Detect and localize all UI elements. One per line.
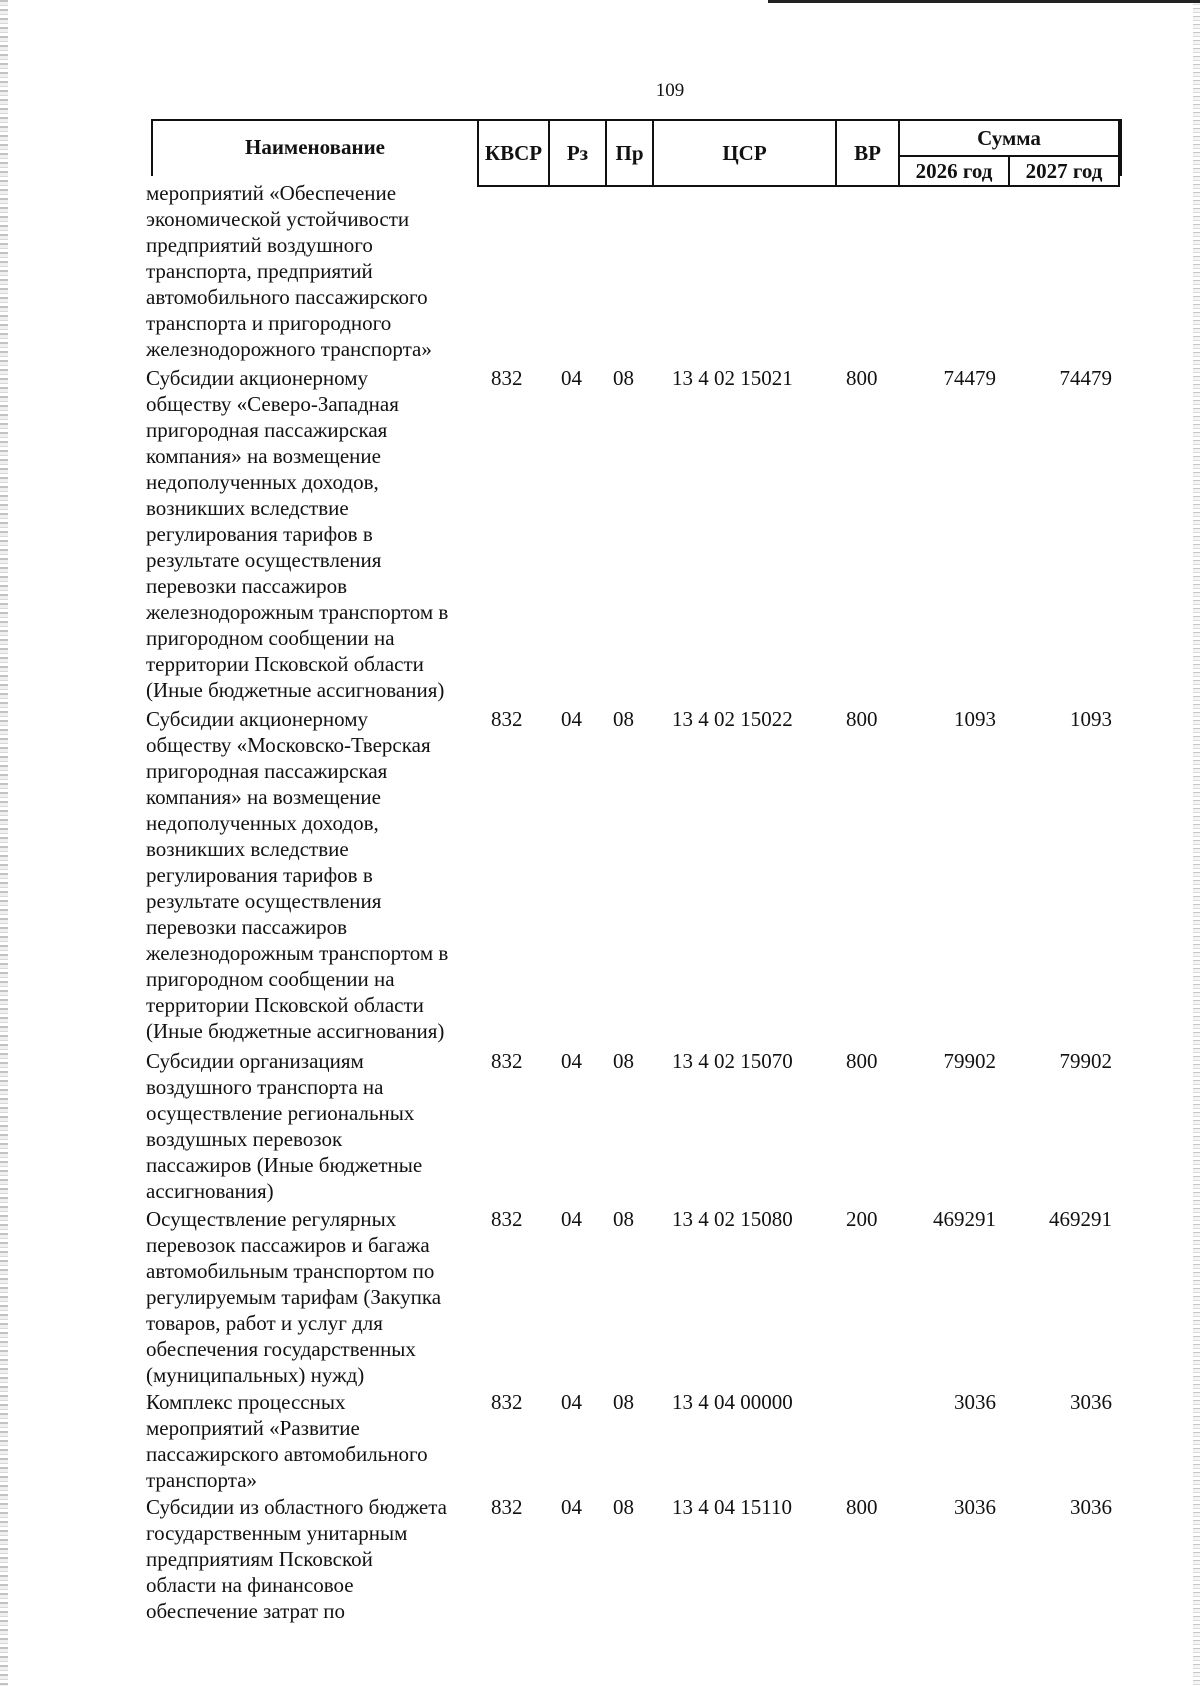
header-csr: ЦСР bbox=[722, 140, 767, 165]
row-kvsr: 832 bbox=[491, 1495, 523, 1519]
scan-edge-right bbox=[1193, 0, 1200, 1686]
row-vr: 800 bbox=[846, 1495, 878, 1519]
row-csr: 13 4 04 00000 bbox=[672, 1390, 793, 1414]
row-pr: 08 bbox=[613, 1495, 634, 1519]
row-kvsr: 832 bbox=[491, 1390, 523, 1414]
row-kvsr: 832 bbox=[491, 707, 523, 731]
row-name: Осуществление регулярных перевозок пассажиров и багажа автомобильным транспортом по регулируемым тарифам (Закупка товаров, работ и услуг для обеспечения государственных (муниципальных) нужд) bbox=[146, 1207, 442, 1387]
row-name: мероприятий «Обеспечение экономической устойчивости предприятий воздушного транспорта, предприятий автомобильного пассажирского транспорта и пригородного железнодорожного транспорта» bbox=[146, 181, 432, 361]
row-rz: 04 bbox=[561, 1049, 582, 1073]
row-2027: 74479 bbox=[1059, 366, 1112, 390]
row-csr: 13 4 02 15080 bbox=[672, 1207, 793, 1231]
row-kvsr: 832 bbox=[491, 1207, 523, 1231]
row-2026: 79902 bbox=[943, 1049, 996, 1073]
row-pr: 08 bbox=[613, 1390, 634, 1414]
row-name: Субсидии из областного бюджета государственным унитарным предприятиям Псковской области на финансовое обеспечение затрат по bbox=[146, 1495, 447, 1623]
row-2026: 3036 bbox=[954, 1495, 996, 1519]
table-header bbox=[151, 119, 1120, 187]
row-rz: 04 bbox=[561, 1390, 582, 1414]
header-sum: Сумма bbox=[977, 125, 1041, 150]
header-kvsr: КВСР bbox=[484, 140, 543, 165]
row-2026: 74479 bbox=[943, 366, 996, 390]
row-rz: 04 bbox=[561, 707, 582, 731]
row-rz: 04 bbox=[561, 1207, 582, 1231]
row-2027: 3036 bbox=[1070, 1495, 1112, 1519]
page-number: 109 bbox=[655, 80, 685, 101]
row-csr: 13 4 02 15070 bbox=[672, 1049, 793, 1073]
header-name: Наименование bbox=[245, 135, 385, 159]
row-2026: 3036 bbox=[954, 1390, 996, 1414]
row-rz: 04 bbox=[561, 366, 582, 390]
row-vr: 800 bbox=[846, 707, 878, 731]
header-vr: ВР bbox=[854, 140, 881, 165]
header-bottom-line bbox=[477, 185, 1120, 187]
row-name: Субсидии акционерному обществу «Северо-Западная пригородная пассажирская компания» на возмещение недополученных доходов, возникших вследствие регулирования тарифов в результате осуществления перевозки пассажиров железнодорожным транспортом в пригородном сообщении на территории Псковской области (Иные бюджетные ассигнования) bbox=[146, 366, 449, 702]
row-2026: 469291 bbox=[933, 1207, 996, 1231]
row-csr: 13 4 02 15022 bbox=[672, 707, 793, 731]
header-rz: Рз bbox=[566, 140, 589, 165]
row-csr: 13 4 02 15021 bbox=[672, 366, 793, 390]
row-pr: 08 bbox=[613, 707, 634, 731]
row-vr: 800 bbox=[846, 366, 878, 390]
header-2026: 2026 год bbox=[915, 158, 993, 183]
row-2027: 469291 bbox=[1049, 1207, 1112, 1231]
row-name: Субсидии акционерному обществу «Московско-Тверская пригородная пассажирская компания» на возмещение недополученных доходов, возникших вследствие регулирования тарифов в результате осуществления перевозки пассажиров железнодорожным транспортом в пригородном сообщении на территории Псковской области (Иные бюджетные ассигнования) bbox=[146, 707, 449, 1043]
header-pr: Пр bbox=[615, 140, 644, 165]
row-rz: 04 bbox=[561, 1495, 582, 1519]
header-2027: 2027 год bbox=[1025, 158, 1103, 183]
row-kvsr: 832 bbox=[491, 1049, 523, 1073]
row-vr: 800 bbox=[846, 1049, 878, 1073]
scan-top-bar bbox=[768, 0, 1200, 3]
row-2026: 1093 bbox=[954, 707, 996, 731]
row-name: Субсидии организациям воздушного транспорта на осуществление региональных воздушных перевозок пассажиров (Иные бюджетные ассигнования) bbox=[146, 1049, 423, 1203]
header-divider bbox=[1118, 119, 1120, 187]
row-kvsr: 832 bbox=[491, 366, 523, 390]
row-csr: 13 4 04 15110 bbox=[672, 1495, 792, 1519]
row-pr: 08 bbox=[613, 1049, 634, 1073]
row-2027: 1093 bbox=[1070, 707, 1112, 731]
row-vr: 200 bbox=[846, 1207, 878, 1231]
row-pr: 08 bbox=[613, 1207, 634, 1231]
row-pr: 08 bbox=[613, 366, 634, 390]
row-name: Комплекс процессных мероприятий «Развитие пассажирского автомобильного транспорта» bbox=[146, 1390, 428, 1492]
row-2027: 79902 bbox=[1059, 1049, 1112, 1073]
row-2027: 3036 bbox=[1070, 1390, 1112, 1414]
scan-edge-left bbox=[0, 0, 8, 1686]
